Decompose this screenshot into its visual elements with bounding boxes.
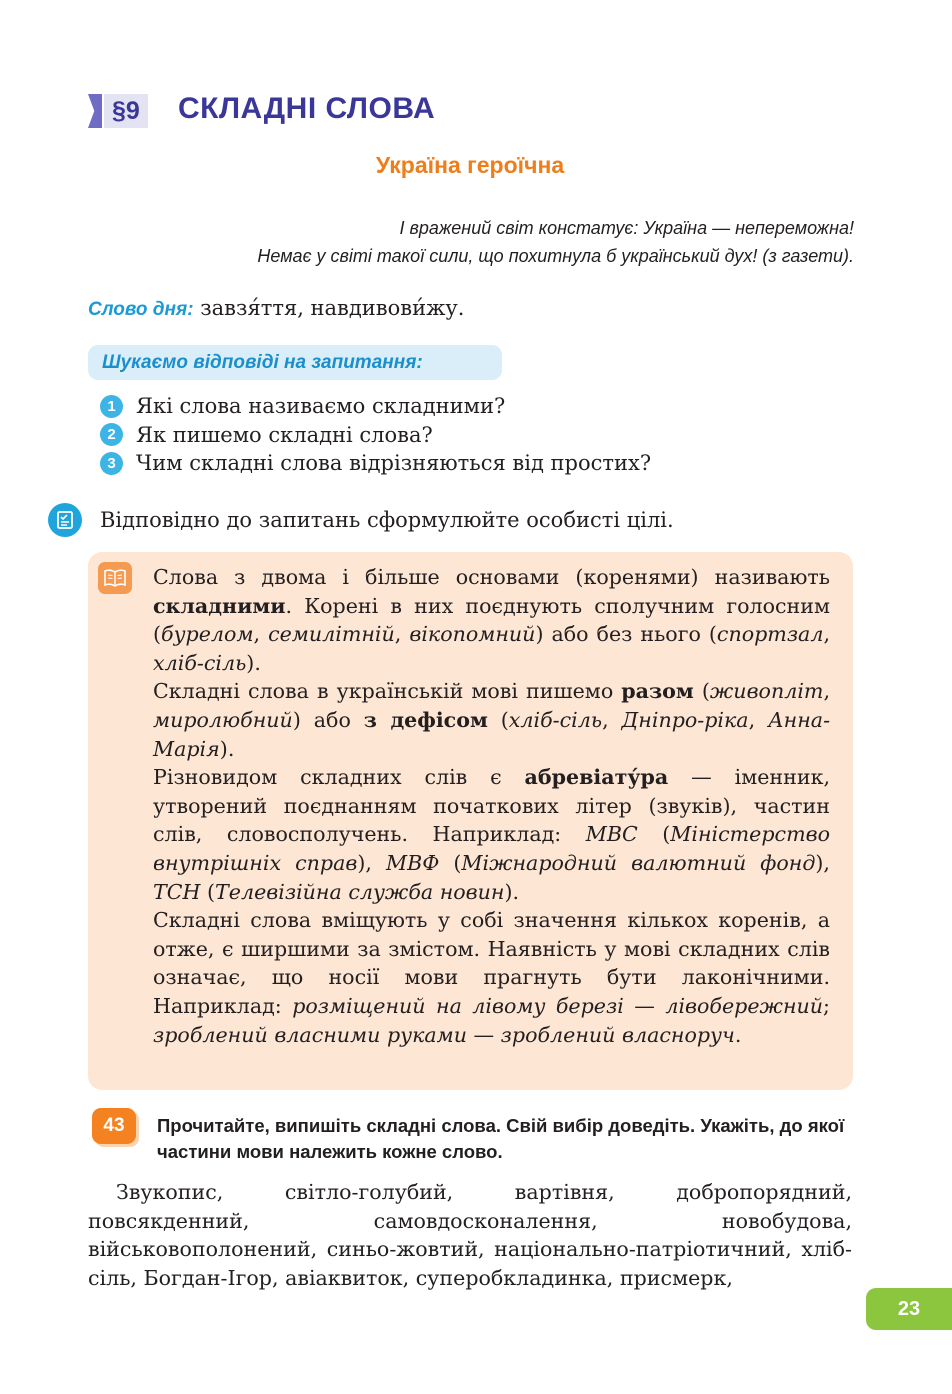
checklist-icon [48,503,82,537]
exercise-number-badge: 43 [92,1108,136,1144]
rule-paragraph: Різновидом складних слів є абревіату́ра — іменник, утворений поєднанням початкових літер (звуків), частин слів, словосполучень. Наприклад: МВС (Міністерство внутрішніх справ), МВФ (Міжнародний валютний фонд), ТСН (Телевізійна служба новин). [153,765,830,904]
question-text: Які слова називаємо складними? [136,394,506,419]
question-item [100,421,651,450]
word-of-day [88,296,464,321]
word-of-day-label: Слово дня: [88,299,194,320]
epigraph-line: І вражений світ констатує: Україна — непереможна! [399,218,854,238]
questions-list [100,392,651,478]
question-number-badge: 3 [100,452,123,475]
rule-box [88,552,853,1090]
question-text: Чим складні слова відрізняються від простих? [136,451,652,476]
goals-row [48,503,674,537]
rule-paragraph: Складні слова в українській мові пишемо разом (живопліт, миролюбний) або з дефісом (хліб-сіль, Дніпро-ріка, Анна-Марія). [153,679,831,761]
rule-text [153,563,830,1049]
exercise-task: Прочитайте, випишіть складні слова. Свій вибір доведіть. Укажіть, до якої частини мови належить кожне слово. [157,1115,845,1162]
epigraph [257,214,854,270]
question-number-badge: 2 [100,423,123,446]
exercise-text: Звукопис, світло-голубий, вартівня, добропорядний, повсякденний, самовдосконалення, новобудова, військовополонений, синьо-жовтий, національно-патріотичний, хліб-сіль, Богдан-Ігор, авіаквиток, суперобкладинка, присмерк, [88,1180,852,1290]
questions-heading: Шукаємо відповіді на запитання: [88,345,502,380]
bookmark-icon [88,94,102,128]
question-item [100,449,651,478]
rule-paragraph: Слова з двома і більше основами (коренями) називають складними. Корені в них поєднують сполучним голосним (бурелом, семилітній, вікопомний) або без нього (спортзал, хліб-сіль). [153,565,830,675]
question-number-badge: 1 [100,395,123,418]
section-title: СКЛАДНІ СЛОВА [178,92,436,125]
section-number: §9 [104,94,148,128]
question-item [100,392,651,421]
word-of-day-value: завзя́ття, навдивови́жу. [193,296,465,320]
page-number: 23 [866,1288,952,1330]
goals-text: Відповідно до запитань сформулюйте особисті цілі. [100,508,674,532]
section-badge [88,94,148,128]
question-text: Як пишемо складні слова? [136,422,433,447]
book-icon [98,562,132,594]
epigraph-line: Немає у світі такої сили, що похитнула б український дух! (з газети). [257,246,854,266]
lesson-subtitle: Україна героїчна [375,152,565,178]
rule-paragraph: Складні слова вміщують у собі значення кількох коренів, а отже, є ширшими за змістом. Наявність у мові складних слів означає, що носії мови прагнуть бути лаконічними. Наприклад: розміщений на лівому березі — лівобережний; зроблений власними руками — зроблений власноруч. [153,908,830,1047]
